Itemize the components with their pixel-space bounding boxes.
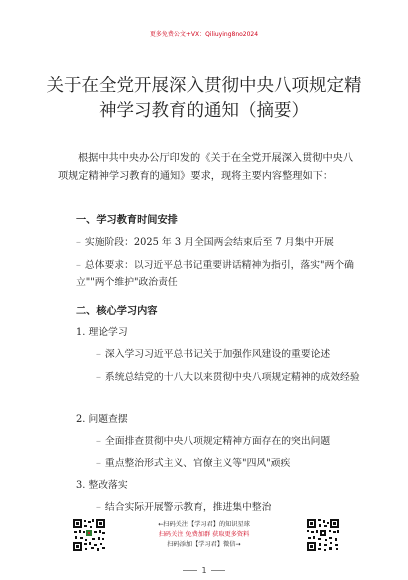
document-title: 关于在全党开展深入贯彻中央八项规定精神学习教育的通知（摘要） bbox=[46, 76, 362, 121]
sub-heading: 1. 理论学习 bbox=[76, 327, 128, 338]
item-text: 重点整治形式主义、官僚主义等"四风"顽疾 bbox=[104, 458, 291, 469]
sub-heading: 2. 问题查摆 bbox=[76, 414, 128, 425]
section-2-heading: 二、核心学习内容 bbox=[76, 305, 158, 317]
footer-line-3: 扫码添加【学习君】微信→ bbox=[167, 541, 241, 548]
page-number-dash-right bbox=[211, 570, 225, 571]
list-item: – 系统总结党的十八大以来贯彻中央八项规定精神的成效经验 bbox=[96, 372, 360, 383]
qr-code-right[interactable] bbox=[306, 518, 340, 552]
page-number bbox=[0, 566, 408, 575]
qr-code-icon bbox=[72, 518, 106, 552]
list-item: – 实施阶段：2025 年 3 月全国两会结束后至 7 月集中开展 bbox=[76, 237, 334, 248]
section-1-heading: 一、学习教育时间安排 bbox=[76, 214, 178, 226]
list-item: – 全面排查贯彻中央八项规定精神方面存在的突出问题 bbox=[96, 436, 331, 447]
item-text: 结合实际开展警示教育，推进集中整治 bbox=[104, 502, 272, 513]
qr-code-left[interactable] bbox=[72, 518, 106, 552]
page-number-value: 1 bbox=[201, 566, 207, 575]
qr-code-icon bbox=[306, 518, 340, 552]
item-text: 总体要求：以习近平总书记重要讲话精神为指引，落实"两个确立""两个维护"政治责任 bbox=[76, 260, 354, 288]
list-item: – 结合实际开展警示教育，推进集中整治 bbox=[96, 502, 272, 513]
item-text: 全面排查贯彻中央八项规定精神方面存在的突出问题 bbox=[104, 436, 331, 447]
item-text: 深入学习习近平总书记关于加强作风建设的重要论述 bbox=[104, 349, 331, 360]
footer-promo bbox=[128, 520, 280, 550]
item-text: 系统总结党的十八大以来贯彻中央八项规定精神的成效经验 bbox=[104, 372, 360, 383]
list-item: – 重点整治形式主义、官僚主义等"四风"顽疾 bbox=[96, 458, 291, 469]
item-text: 实施阶段：2025 年 3 月全国两会结束后至 7 月集中开展 bbox=[84, 237, 334, 248]
intro-paragraph: 根据中共中央办公厅印发的《关于在全党开展深入贯彻中央八项规定精神学习教育的通知》要求，现将主要内容整理如下： bbox=[58, 153, 354, 182]
footer-line-2: 扫码关注 免费加群 获取更多资料 bbox=[158, 531, 250, 538]
footer-line-1: ←扫码关注【学习君】的知识星球 bbox=[158, 521, 250, 528]
top-banner: 更多免费公文+VX：Qiliuying8no2024 bbox=[149, 31, 259, 38]
sub-heading: 3. 整改落实 bbox=[76, 480, 128, 491]
list-item: – 深入学习习近平总书记关于加强作风建设的重要论述 bbox=[96, 349, 331, 360]
list-item: – 总体要求：以习近平总书记重要讲话精神为指引，落实"两个确立""两个维护"政治责任 bbox=[76, 260, 354, 288]
page-number-dash-left bbox=[183, 570, 197, 571]
